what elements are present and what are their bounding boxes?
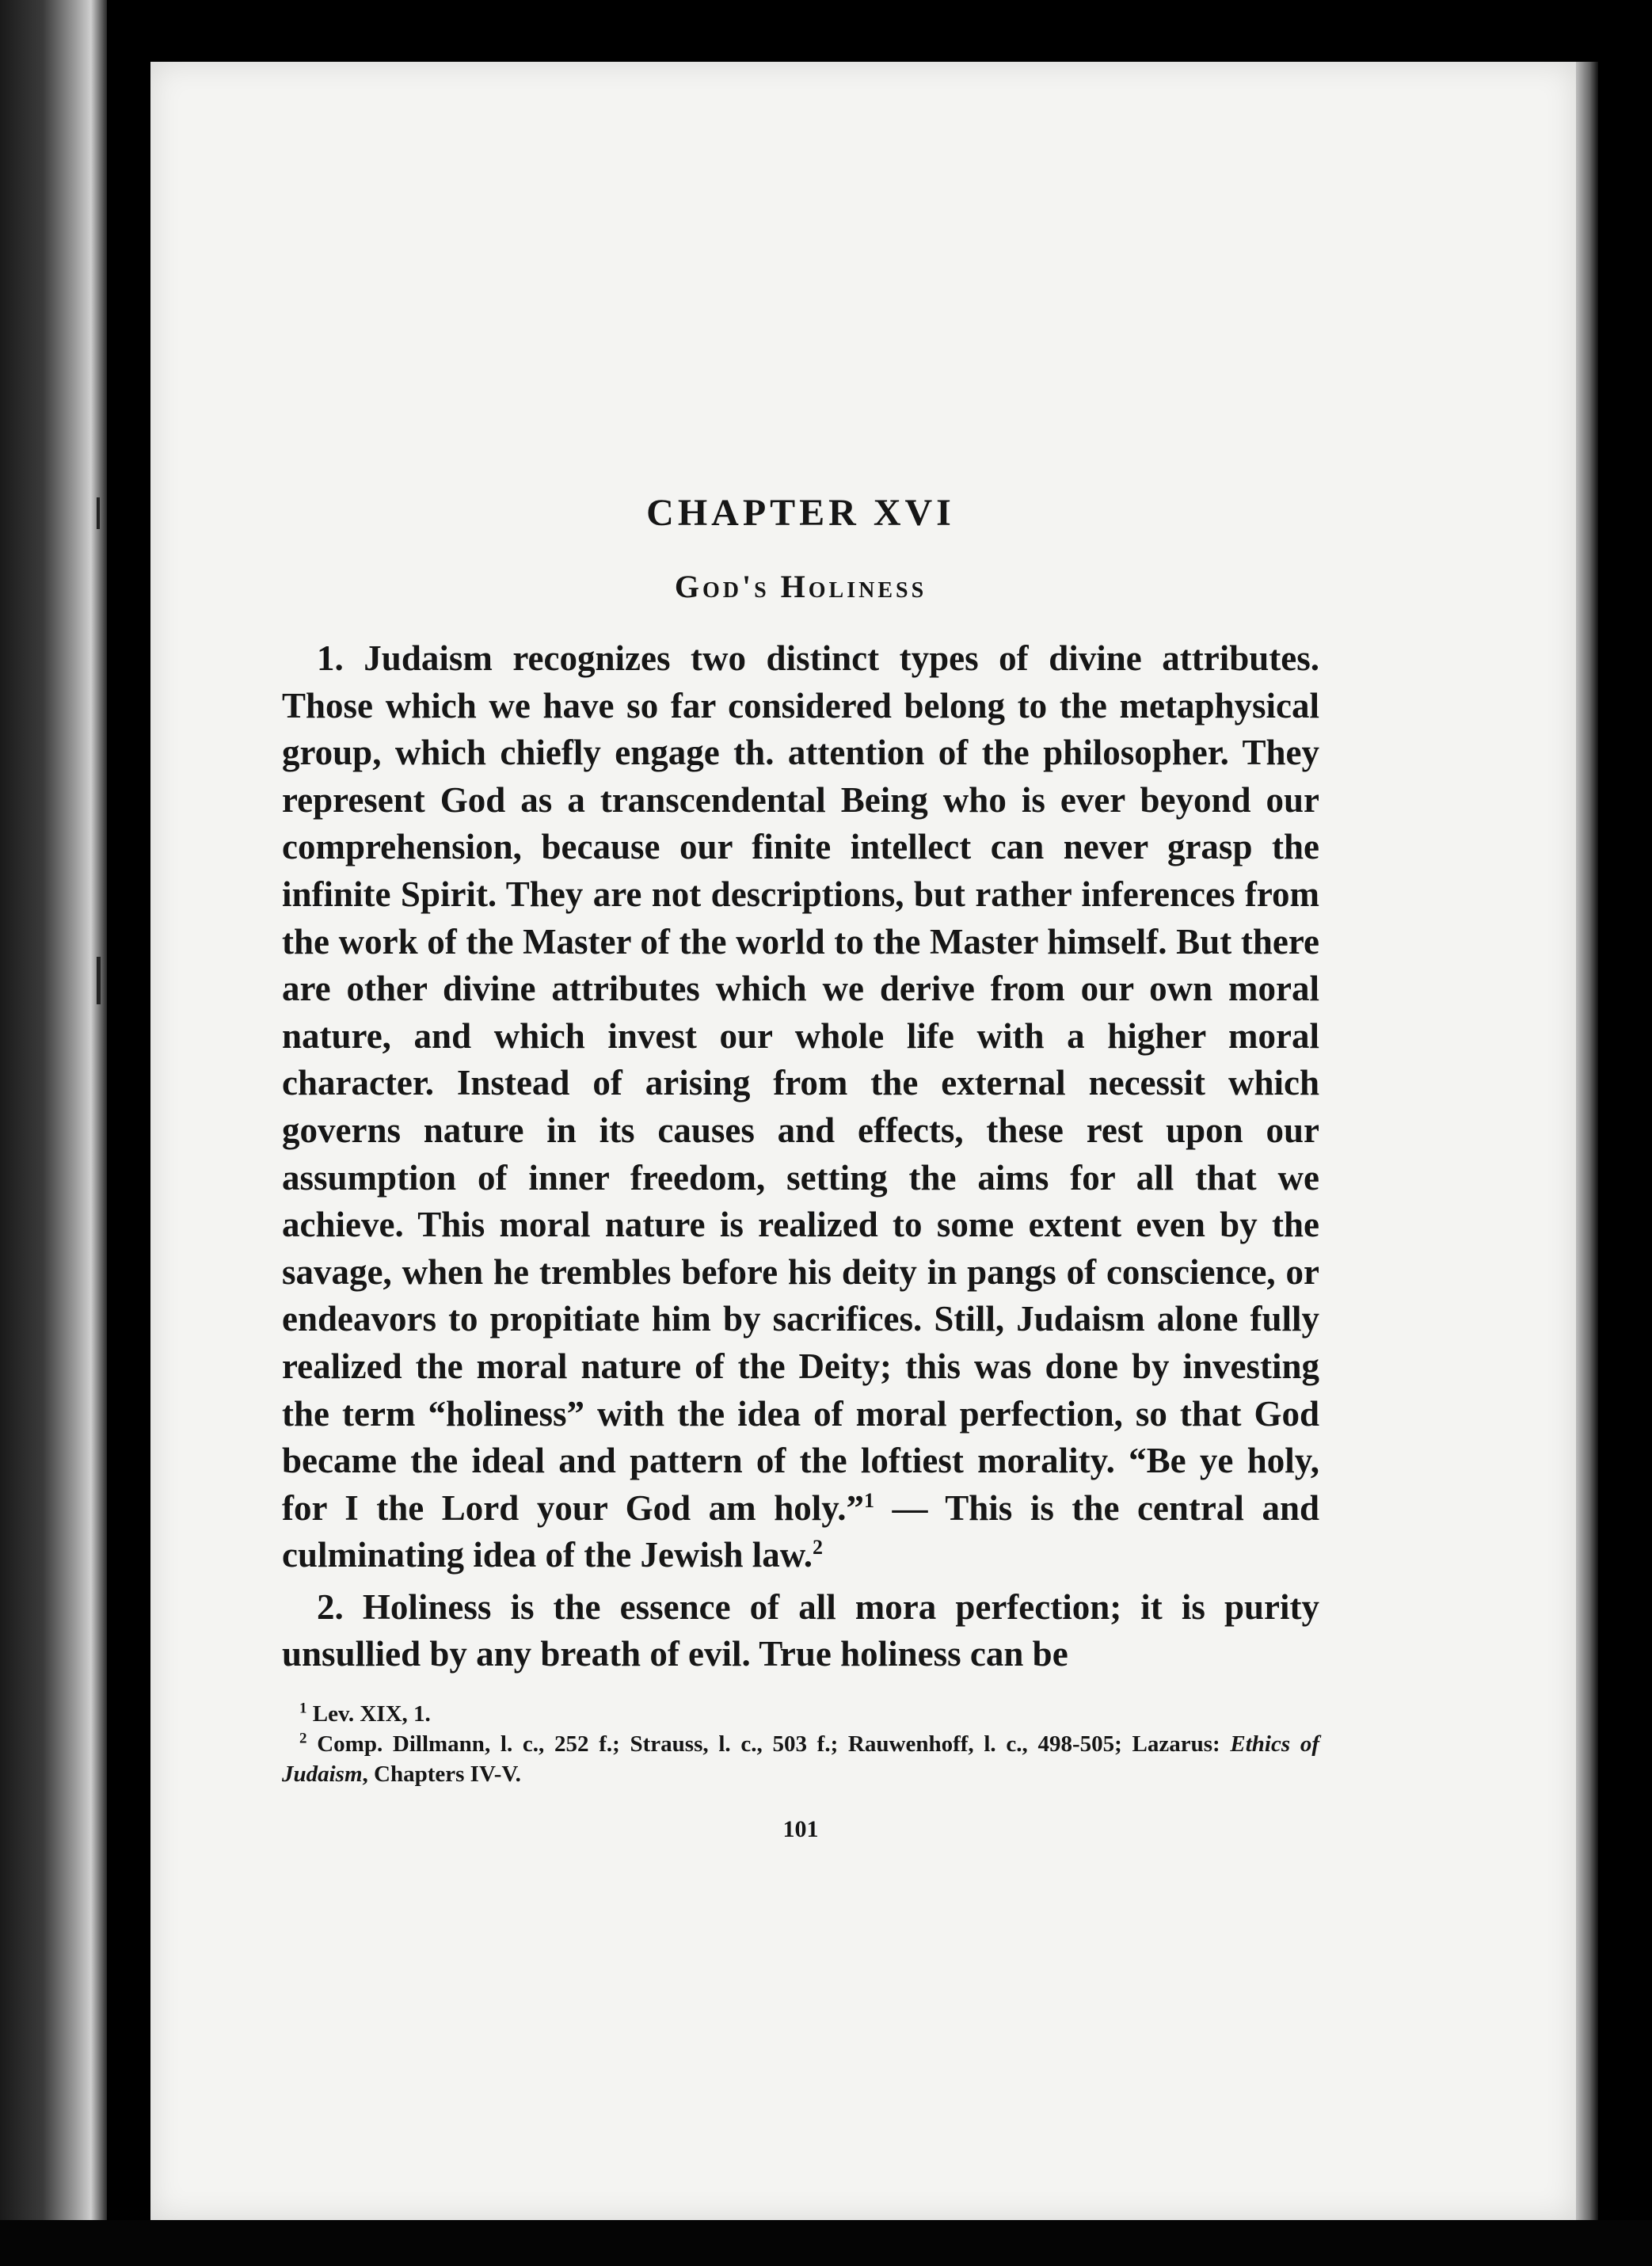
paragraph-1 (282, 635, 1319, 1579)
paragraph-2 (282, 1584, 1319, 1678)
footnote-book-title: Ethics of Judaism (282, 1731, 1319, 1788)
footnote-2 (282, 1729, 1319, 1789)
footnote-ref: 1 (863, 1488, 874, 1512)
footnote-text-tail: , Chapters IV-V. (362, 1761, 521, 1788)
paragraph-number: 2. (317, 1586, 344, 1627)
page-number: 101 (782, 1816, 819, 1843)
paragraph-text: Holiness is the essence of all mora perfection; it is purity unsullied by any breath of evil. True holiness can be (282, 1586, 1319, 1674)
footnote-text: Comp. Dillmann, l. c., 252 f.; Strauss, l. c., 503 f.; Rauwenhoff, l. c., 498-505; Lazarus: (317, 1731, 1231, 1758)
footnote-mark: 1 (299, 1700, 307, 1717)
section-title: God's Holiness (674, 569, 927, 604)
footnote-mark: 2 (299, 1730, 307, 1747)
footnote-1 (282, 1699, 1319, 1729)
scan-speck (97, 497, 100, 529)
footnotes (282, 1699, 1319, 1789)
scan-border (0, 2220, 1652, 2266)
footnote-text: Lev. XIX, 1. (312, 1701, 431, 1727)
chapter-title: CHAPTER XVI (646, 492, 955, 534)
page-content (282, 491, 1319, 1843)
paragraph-number: 1. (317, 638, 344, 678)
paragraph-text-continued: — This is the central and culminating idea of the Jewish law. (282, 1487, 1319, 1575)
paragraph-text: Judaism recognizes two distinct types of divine attributes. Those which we have so far considered belong to the metaphysical group, which chiefly engage th. attention of the philosopher. They represent God as a transcendental Being who is ever beyond our comprehension, because our finite intellect can never grasp the infinite Spirit. They are not descriptions, but rather inferences from the work of the Master of the world to the Master himself. But there are other divine attributes which we derive from our own moral nature, and which invest our whole life with a higher moral character. Instead of arising from the external necessit which governs nature in its causes and effects, these rest upon our assumption of inner freedom, setting the aims for all that we achieve. This moral nature is realized to some extent even by the savage, when he trembles before his deity in pangs of conscience, or endeavors to propitiate him by sacrifices. Still, Judaism alone fully realized the moral nature of the Deity; this was done by investing the term “holiness” with the idea of moral perfection, so that God became the ideal and pattern of the loftiest morality. “Be ye holy, for I the Lord your God am holy.” (282, 638, 1319, 1528)
footnote-ref: 2 (813, 1536, 824, 1560)
scan-speck (97, 957, 101, 1004)
page-stack-edge (1576, 62, 1598, 2220)
book-spine-edge (0, 0, 107, 2266)
